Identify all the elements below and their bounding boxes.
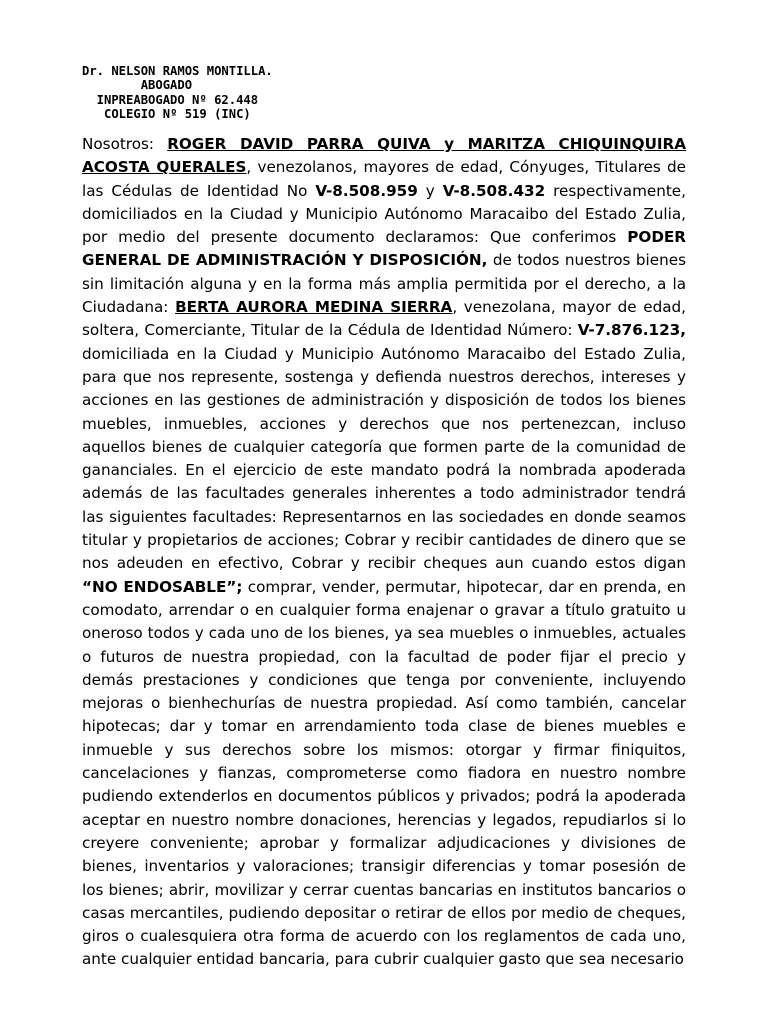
grantor-id-1: V-8.508.959 xyxy=(315,181,418,200)
power-type: PODER GENERAL DE ADMINISTRACIÓN Y DISPOSICIÓN, xyxy=(82,228,686,270)
colegio-number: COLEGIO Nº 519 (INC) xyxy=(82,107,251,122)
grantors-names: ROGER DAVID PARRA QUIVA y MARITZA CHIQUINQUIRA ACOSTA QUERALES xyxy=(82,135,687,177)
lawyer-name: Dr. NELSON RAMOS MONTILLA. xyxy=(82,64,273,78)
lawyer-letterhead xyxy=(82,64,273,122)
inpreabogado-number: INPREABOGADO Nº 62.448 xyxy=(82,92,259,107)
body-text-segment: , venezolana, mayor de edad, soltera, Comerciante, Titular de la Cédula de Identidad Número: xyxy=(82,298,686,340)
body-text-segment: , venezolanos, mayores de edad, Cónyuges, Titulares de las Cédulas de Identidad No xyxy=(82,158,686,200)
body-text-segment: de todos nuestros bienes sin limitación alguna y en la forma más amplia permitida por el derecho, a la Ciudadana: xyxy=(82,251,686,317)
body-text-segment: y xyxy=(417,181,443,200)
attorney-id: V-7.876.123, xyxy=(577,321,686,340)
body-text-segment: respectivamente, domiciliados en la Ciudad y Municipio Autónomo Maracaibo del Estado Zulia, por medio del presente documento declaramos: Que conferimos xyxy=(82,181,686,247)
attorney-name: BERTA AURORA MEDINA SIERRA xyxy=(175,298,453,317)
body-text-segment: comprar, vender, permutar, hipotecar, dar en prenda, en comodato, arrendar o en cualquier forma enajenar o gravar a título gratuito u oneroso todos y cada uno de los bienes, ya sea muebles o inmuebles, actuales o futuros de nuestra propiedad, con la facultad de poder fijar el precio y demás prestaciones y condiciones que tenga por conveniente, incluyendo mejoras o bienhechurías de nuestra propiedad. Así como también, cancelar hipotecas; dar y tomar en arrendamiento toda clase de bienes muebles e inmueble y sus derechos sobre los mismos: otorgar y firmar finiquitos, cancelaciones y fianzas, comprometerse como fiadora en nuestro nombre pudiendo extenderlos en documentos públicos y privados; podrá la apoderada aceptar en nuestro nombre donaciones, herencias y legados, repudiarlos si lo creyere conveniente; aprobar y formalizar adjudicaciones y divisiones de bienes, inventarios y valoraciones; transigir diferencias y tomar posesión de los bienes; abrir, movilizar y cerrar cuentas bancarias en institutos bancarios o casas mercantiles, pudiendo depositar o retirar de ellos por medio de cheques, giros o cualesquiera otra forma de acuerdo con los reglamentos de cada uno, ante cualquier entidad bancaria, para cubrir cualquier gasto que sea necesario xyxy=(82,577,687,969)
power-of-attorney-body xyxy=(82,133,686,972)
body-text-segment: domiciliada en la Ciudad y Municipio Autónomo Maracaibo del Estado Zulia, para que nos represente, sostenga y defienda nuestros derechos, intereses y acciones en las gestiones de administración y disposición de todos los bienes muebles, inmuebles, acciones y derechos que nos pertenezcan, incluso aquellos bienes de cualquier categoría que formen parte de la comunidad de gananciales. En el ejercicio de este mandato podrá la nombrada apoderada además de las facultades generales inherentes a todo administrador tendrá las siguientes facultades: Representarnos en las sociedades en donde seamos titular y propietarios de acciones; Cobrar y recibir cantidades de dinero que se nos adeuden en efectivo, Cobrar y recibir cheques aun cuando estos digan xyxy=(82,344,686,573)
lawyer-title: ABOGADO xyxy=(82,78,193,93)
grantor-id-2: V-8.508.432 xyxy=(442,181,546,200)
body-text-segment: Nosotros: xyxy=(82,135,168,153)
no-endosable-term: “NO ENDOSABLE”; xyxy=(82,577,243,596)
